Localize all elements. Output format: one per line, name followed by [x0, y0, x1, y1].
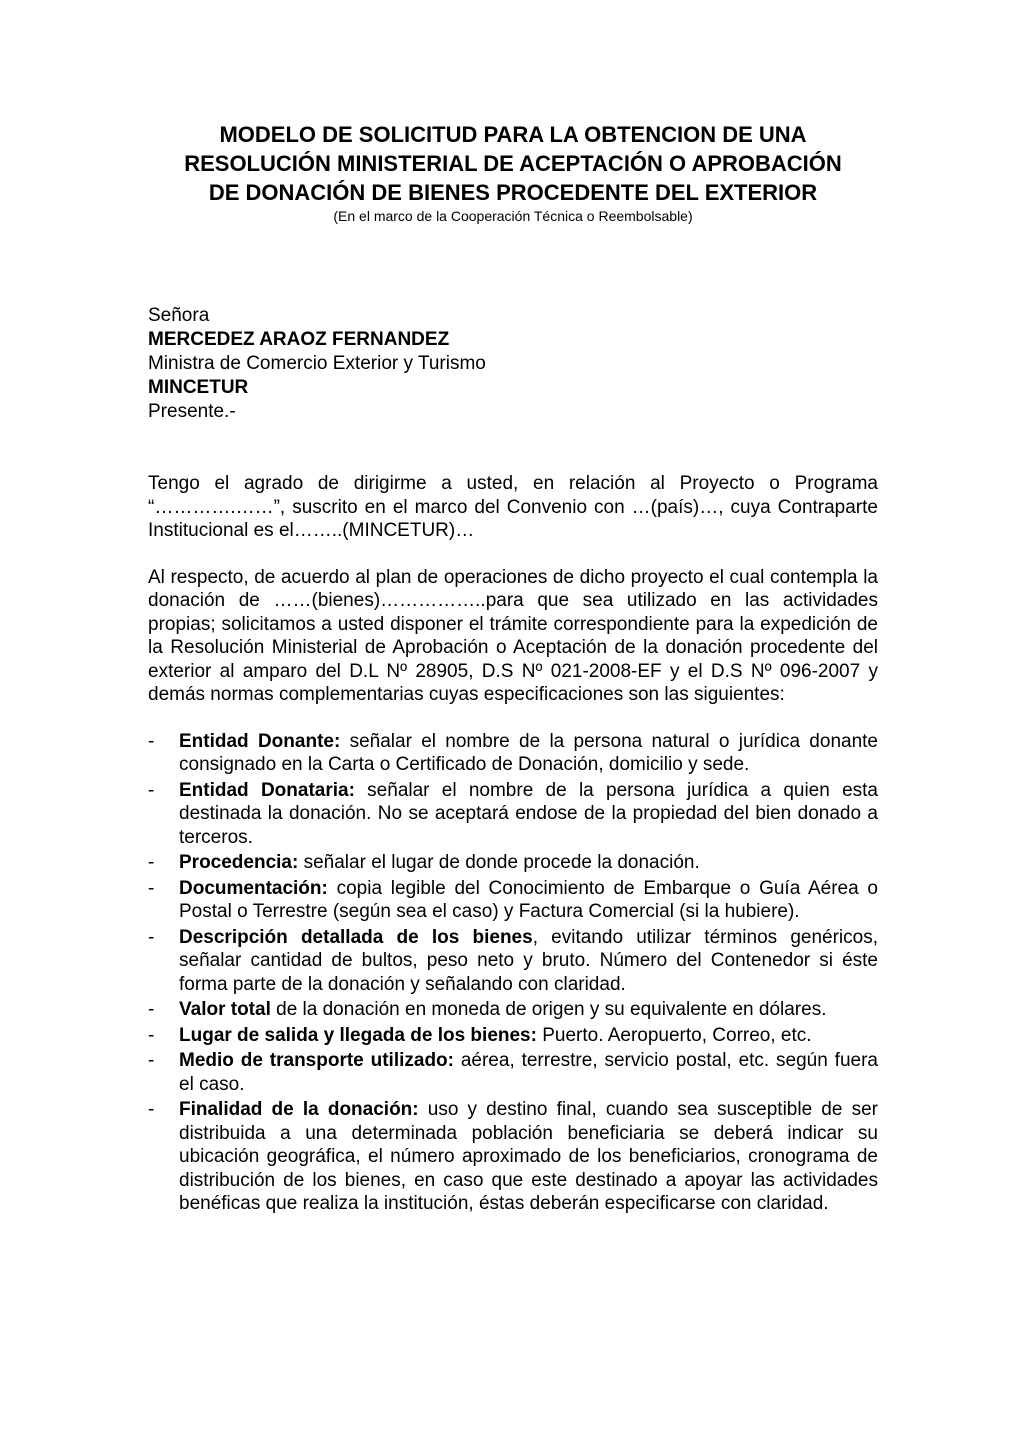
spec-text: señalar el nombre de la persona natural o jurídica donante consignado en la Carta o Certificado de Donación, domicilio y sede. [179, 730, 878, 775]
list-item [148, 730, 878, 777]
list-bullet: - [148, 926, 155, 948]
list-bullet: - [148, 1099, 155, 1120]
spec-text: aérea, terrestre, servicio postal, etc. según fuera el caso. [179, 1050, 878, 1095]
list-item [148, 851, 878, 875]
spec-text: señalar el lugar de donde procede la donación. [298, 852, 700, 873]
document-title [136, 120, 890, 207]
list-bullet: - [148, 877, 155, 899]
list-item [148, 1049, 878, 1096]
spec-text: copia legible del Conocimiento de Embarque o Guía Aérea o Postal o Terrestre (según sea el caso) y Factura Comercial (si la hubiere). [179, 877, 878, 922]
spec-label: Documentación: [179, 877, 328, 899]
addressee-position: Ministra de Comercio Exterior y Turismo [148, 353, 486, 374]
spec-text: de la donación en moneda de origen y su equivalente en dólares. [270, 999, 827, 1020]
spec-label: Medio de transporte utilizado: [179, 1050, 454, 1071]
list-bullet: - [148, 999, 155, 1020]
spec-label: Lugar de salida y llegada de los bienes: [179, 1024, 537, 1046]
document-page [148, 120, 878, 1218]
body-paragraph-intro: Tengo el agrado de dirigirme a usted, en relación al Proyecto o Programa “………….……”, suscrito en el marco del Convenio con …(país)…, cuya Contraparte Institucional es el……..(MINCETUR)… [148, 473, 878, 541]
spec-label: Entidad Donataria: [179, 779, 355, 801]
list-item [148, 1098, 878, 1216]
spec-text: señalar el nombre de la persona jurídica a quien esta destinada la donación. No se aceptará endose de la propiedad del bien donado a terceros. [179, 779, 878, 848]
spec-label: Descripción detallada de los bienes [179, 926, 533, 948]
spec-text: uso y destino final, cuando sea susceptible de ser distribuida a una determinada población beneficiaria se deberá indicar su ubicación geográfica, el número aproximado de los beneficiarios, cronograma de distribución de los bienes, en caso que este destinado a apoyar las actividades benéficas que realiza la institución, éstas deberán especificarse con claridad. [179, 1099, 878, 1214]
list-item [148, 877, 878, 924]
list-item [148, 926, 878, 997]
title-line: MODELO DE SOLICITUD PARA LA OBTENCION DE UNA [219, 122, 807, 147]
addressee-name: MERCEDEZ ARAOZ FERNANDEZ [148, 329, 450, 350]
list-bullet: - [148, 1050, 155, 1071]
specifications-list [148, 730, 878, 1216]
list-bullet: - [148, 730, 155, 752]
list-bullet: - [148, 1024, 155, 1046]
document-subtitle: (En el marco de la Cooperación Técnica o Reembolsable) [333, 208, 693, 224]
list-item [148, 779, 878, 850]
spec-label: Finalidad de la donación: [179, 1099, 419, 1120]
spec-label: Entidad Donante: [179, 730, 341, 752]
salutation: Señora [148, 305, 210, 326]
spec-label: Valor total [179, 999, 271, 1020]
body-paragraph-request: Al respecto, de acuerdo al plan de operaciones de dicho proyecto el cual contempla la donación de ……(bienes)……………..para que sea utilizado en las actividades propias; solicitamos a usted disponer el trámite correspondiente para la expedición de la Resolución Ministerial de Aprobación o Aceptación de la donación procedente del exterior al amparo del D.L Nº 28905, D.S Nº 021-2008-EF y el D.S Nº 096-2007 y demás normas complementarias cuyas especificaciones son las siguientes: [148, 566, 878, 705]
addressee-closing: Presente.- [148, 401, 236, 422]
spec-text: Puerto. Aeropuerto, Correo, etc. [536, 1024, 812, 1046]
spec-label: Procedencia: [179, 852, 299, 873]
title-line: RESOLUCIÓN MINISTERIAL DE ACEPTACIÓN O APROBACIÓN [184, 151, 842, 176]
list-item [148, 998, 878, 1022]
list-bullet: - [148, 779, 155, 801]
spec-text: , evitando utilizar términos genéricos, señalar cantidad de bultos, peso neto y bruto. Número del Contenedor si éste forma parte de la donación y señalando con claridad. [179, 926, 878, 995]
addressee-institution: MINCETUR [148, 377, 249, 398]
list-item [148, 1024, 878, 1048]
list-bullet: - [148, 852, 155, 873]
title-line: DE DONACIÓN DE BIENES PROCEDENTE DEL EXTERIOR [208, 180, 818, 205]
addressee-block [148, 304, 878, 424]
